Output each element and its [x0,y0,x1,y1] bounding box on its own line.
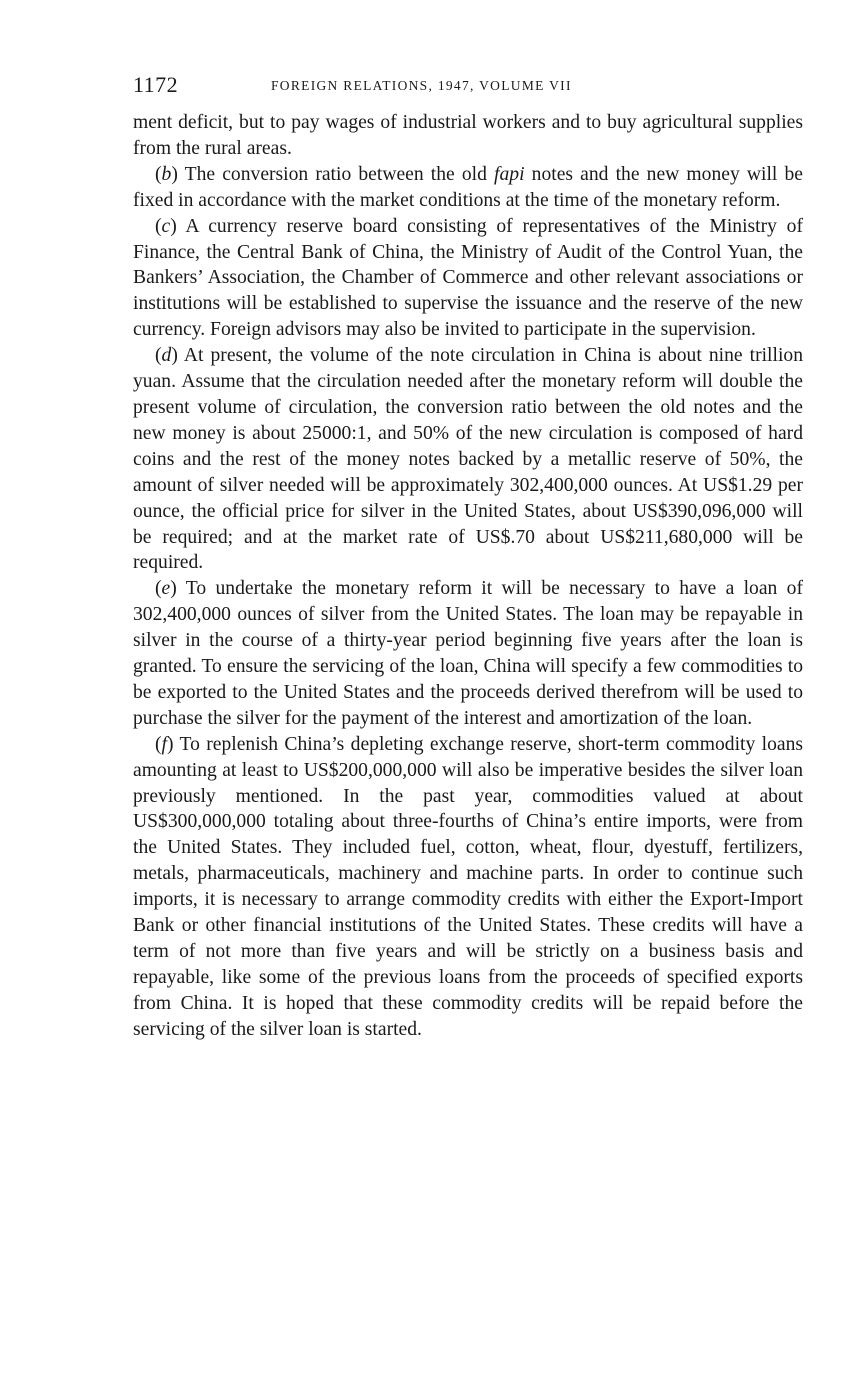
paragraph-c [133,214,803,344]
paragraph-text: At present, the volume of the note circulation in China is about nine trillion yuan. Assume that the circulation needed after the monetary reform will double the present volume of circulation, the conversion ratio between the old notes and the new money is about 25000:1, and 50% of the new circulation is composed of hard coins and the rest of the money notes backed by a metallic reserve of 50%, the amount of silver needed will be approximately 302,400,000 ounces. At US$1.29 per ounce, the official price for silver in the United States, about US$390,096,000 will be required; and at the market rate of US$.70 about US$211,680,000 will be required. [133,345,803,574]
page-header [133,70,803,104]
italic-term: fapi [494,163,525,185]
paragraph-text: ment deficit, but to pay wages of industrial workers and to buy agricultural supplies from the rural areas. [133,112,803,159]
paragraph-text: A currency reserve board consisting of representatives of the Ministry of Finance, the Central Bank of China, the Ministry of Audit of the Control Yuan, the Bankers’ Association, the Chamber of Commerce and other relevant associations or institutions will be established to supervise the issuance and the reserve of the new currency. Foreign advisors may also be invited to participate in the supervision. [133,215,803,341]
paragraph-label: (e) [155,578,177,600]
paragraph-text: notes and the new money will be fixed in accordance with the market conditions at the time of the monetary reform. [133,163,804,211]
paragraph-continuation [133,110,803,162]
paragraph-e [133,576,803,731]
body-text [133,110,803,1043]
paragraph-b [133,162,803,214]
paragraph-label: (c) [155,215,177,237]
paragraph-text: To undertake the monetary reform it will be necessary to have a loan of 302,400,000 ounces of silver from the United States. The loan may be repayable in silver in the course of a thirty-year period beginning five years after the loan is granted. To ensure the servicing of the loan, China will specify a few commodities to be exported to the United States and the proceeds derived therefrom will be used to purchase the silver for the payment of the interest and amortization of the loan. [133,578,803,729]
paragraph-label: (f) [155,733,174,755]
page-number: 1172 [133,72,179,97]
paragraph-text: To replenish China’s depleting exchange reserve, short-term commodity loans amounting at least to US$200,000,000 will also be imperative besides the silver loan previously mentioned. In the past year, commodities valued at about US$300,000,000 totaling about three-fourths of China’s entire imports, were from the United States. They included fuel, cotton, wheat, flour, dyestuff, fertilizers, metals, pharmaceuticals, machinery and machine parts. In order to continue such imports, it is necessary to arrange commodity credits with either the Export-Import Bank or other financial institutions of the United States. These credits will have a term of not more than five years and will be strictly on a business basis and repayable, like some of the previous loans from the proceeds of specified exports from China. It is hoped that these commodity credits will be repaid before the servicing of the silver loan is started. [133,733,803,1040]
paragraph-label: (d) [155,345,178,367]
paragraph-text: The conversion ratio between the old [177,163,495,185]
document-page [133,70,803,1043]
paragraph-f [133,732,803,1043]
paragraph-label: (b) [155,163,178,185]
paragraph-d [133,343,803,576]
running-head: FOREIGN RELATIONS, 1947, VOLUME VII [271,78,572,93]
